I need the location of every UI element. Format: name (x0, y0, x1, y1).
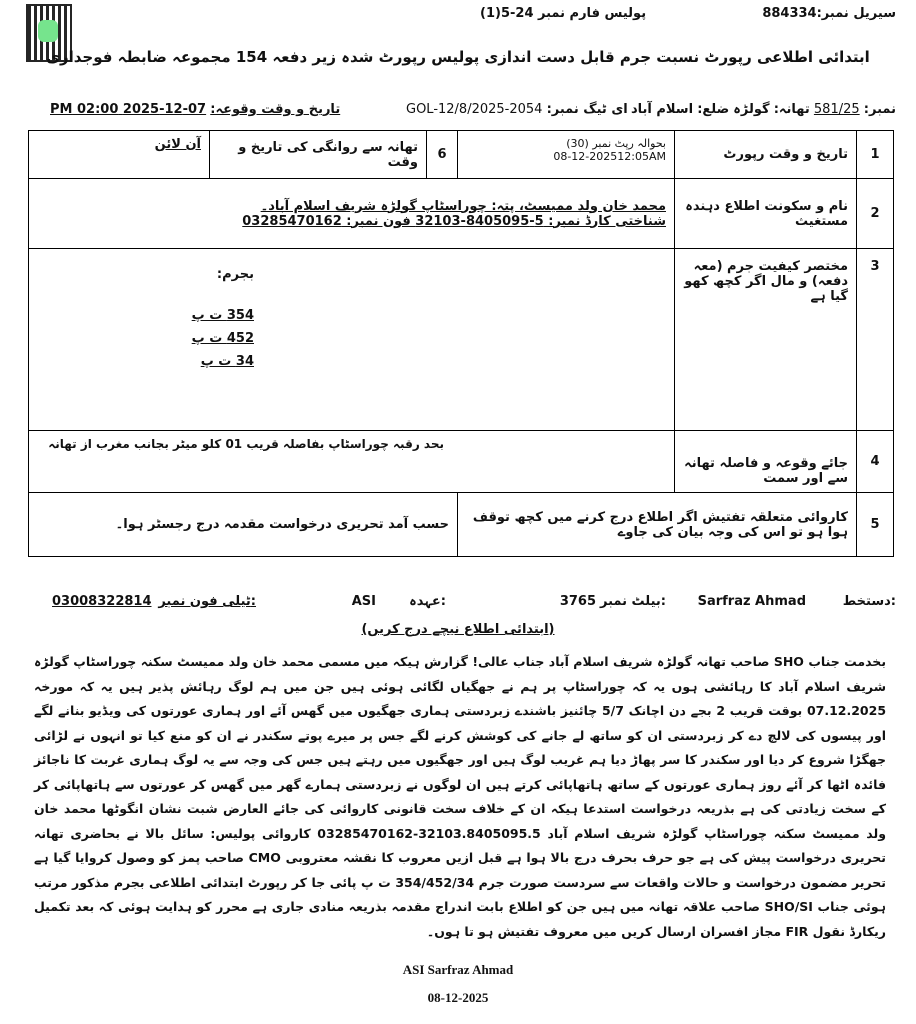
section-item: 354 ت پ (191, 308, 254, 323)
e-tag: ای ٹیگ نمبر: GOL-12/8/2025-2054 (406, 102, 628, 117)
belt-number: 3765 (559, 594, 596, 609)
form-number: پولیس فارم نمبر 24-5(1) (480, 6, 647, 21)
report-paragraph: بخدمت جناب SHO صاحب تھانہ گولڑہ شریف اسلام آباد جناب عالی! گزارش ہیکہ میں مسمی محمد خان ولد ممیسٹ سکنہ چوراسٹاپ گولڑہ شریف اسلام آباد کا رہائشی ہوں یہ کہ چوراسٹاپ پر ہم نے جھگیاں لگائی ہوئی ہیں جن میں ہم لوگ رہائش پذیر ہیں یہ کہ مورخہ 07.12.2025 بوقت قریب 2 بجے دن اچانک 5/7 چائنیز باشندے زبردستی ہماری جھگیوں میں گھس آئے اور ہماری عورتوں کی ویڈیو بنانے لگے اور پیسوں کی لالچ دے کر زبردستی ان کو ساتھ لے جانے کی کوشش کرنے لگے جس پر میرے پوتے سکندر نے ان کو منع کیا تو انہوں نے لڑائی جھگڑا شروع کر دیا اور سکندر کا سر پھاڑ دیا ہم غریب لوگ ہیں اور جھگیوں میں رہتے ہیں جس کی وجہ سے یہ لوگ ہماری غربت کا ناجائز فائدہ اٹھا کر آئے روز ہماری عورتوں کے ساتھ ہاتھاپائی کرتے ہیں ان لوگوں نے زبردستی ہمارے گھر میں گھس کر عورتوں سے ہاتھاپائی کر کے سخت زیادتی کی ہے بذریعہ درخواست استدعا ہیکہ ان کے خلاف سخت قانونی کاروائی کی جائے العارض شبت نشان انگوٹھا محمد خان ولد ممیسٹ سکنہ چوراسٹاپ گولڑہ شریف اسلام آباد 32103.8405095.5-03285470162 کاروائی پولیس: سائل بالا نے بحاضری تھانہ تحریری درخواست پیش کی ہے جو حرف بحرف درج بالا ہوا ہے قبل ازیں معروب کا نقشہ معتروبی CMO صاحب پمز کو وصول کروایا گیا ہے تحریر مضمون درخواست و حالات واقعات سے سردست صورت جرم 354/452/34 ت پ پائی جا کر رپورٹ ابتدائی اطلاعی بجرم مذکور مرتب ہوئی جناب SHO/SI صاحب علاقہ تھانہ میں ہیں جن کو اطلاع بابت اندراج مقدمہ بذریعہ منادی جاری ہے محرر کو ہدایت ہوئی کہ بعد تکمیل ریکارڈ نقول FIR مجاز افسران ارسال کریں میں معروف تفتیش ہو تا ہوں۔ (34, 654, 887, 939)
report-datetime-label: تاریخ و وقت رپورٹ (675, 131, 857, 179)
row-number: 1 (857, 131, 894, 179)
row-number: 6 (427, 131, 458, 179)
place-label: جائے وقوعہ و فاصلہ تھانہ سے اور سمت (675, 431, 857, 493)
fir-table (28, 130, 894, 557)
row-number: 3 (857, 249, 894, 431)
fir-header-line (26, 96, 896, 126)
action-value: حسب آمد تحریری درخواست مقدمہ درج رجسٹر ہوا۔ (29, 493, 458, 557)
subheading: (ابتدائی اطلاع نیچے درج کریں) (361, 622, 555, 637)
table-row (29, 131, 894, 179)
departure-label: تھانہ سے روانگی کی تاریخ و وقت (210, 131, 427, 179)
footer-date: 08-12-2025 (427, 990, 489, 1005)
row-number: 2 (857, 179, 894, 249)
report-datetime-value: بحوالہ رپٹ نمبر (30) 08-12-202512:05AM (458, 131, 675, 179)
serial-number: سیریل نمبر:884334 (762, 6, 896, 21)
place-value: بحد رقبہ چوراسٹاپ بفاصلہ قریب 01 کلو میٹر بجانب مغرب از تھانہ (29, 431, 675, 493)
table-row (29, 493, 894, 557)
table-row (29, 431, 894, 493)
section-item: 452 ت پ (191, 331, 254, 346)
officer-rank: ASI (351, 594, 376, 609)
crime-value: بجرم: 354 ت پ 452 ت پ 34 ت پ (29, 249, 675, 431)
officer-name: Sarfraz Ahmad (697, 594, 806, 609)
row-number: 4 (857, 431, 894, 493)
departure-value: آن لائن (29, 131, 210, 179)
table-row (29, 179, 894, 249)
table-row (29, 249, 894, 431)
phone-number: 03008322814 (52, 594, 152, 609)
action-label: کاروائی متعلقہ تفتیش اگر اطلاع درج کرنے میں کچھ توقف ہوا ہو تو اس کی وجہ بیان کی جاوے (458, 493, 857, 557)
footer-officer: ASI Sarfraz Ahmad (402, 962, 514, 977)
complainant-label: نام و سکونت اطلاع دہندہ مستغیث (675, 179, 857, 249)
crime-label: مختصر کیفیت جرم (معہ دفعہ) و مال اگر کچھ کھو گیا ہے (675, 249, 857, 431)
complainant-value: محمد خان ولد ممیسٹ، پتہ: چوراسٹاپ گولڑہ شریف اسلام آباد۔ شناختی کارڈ نمبر: 5-8405095-32103 فون نمبر: 03285470162 (29, 179, 675, 249)
document-title: ابتدائی اطلاعی رپورٹ نسبت جرم قابل دست اندازی پولیس رپورٹ شدہ زیر دفعہ 154 مجموعہ ضابطہ فوجداری (46, 48, 870, 66)
section-item: 34 ت پ (200, 354, 254, 369)
fir-number: نمبر: 581/25 تھانہ: گولڑہ ضلع: اسلام آباد (630, 102, 896, 117)
row-number: 5 (857, 493, 894, 557)
occurrence-datetime: تاریخ و وقت وقوعہ: 07-12-2025 02:00 PM (50, 102, 341, 117)
